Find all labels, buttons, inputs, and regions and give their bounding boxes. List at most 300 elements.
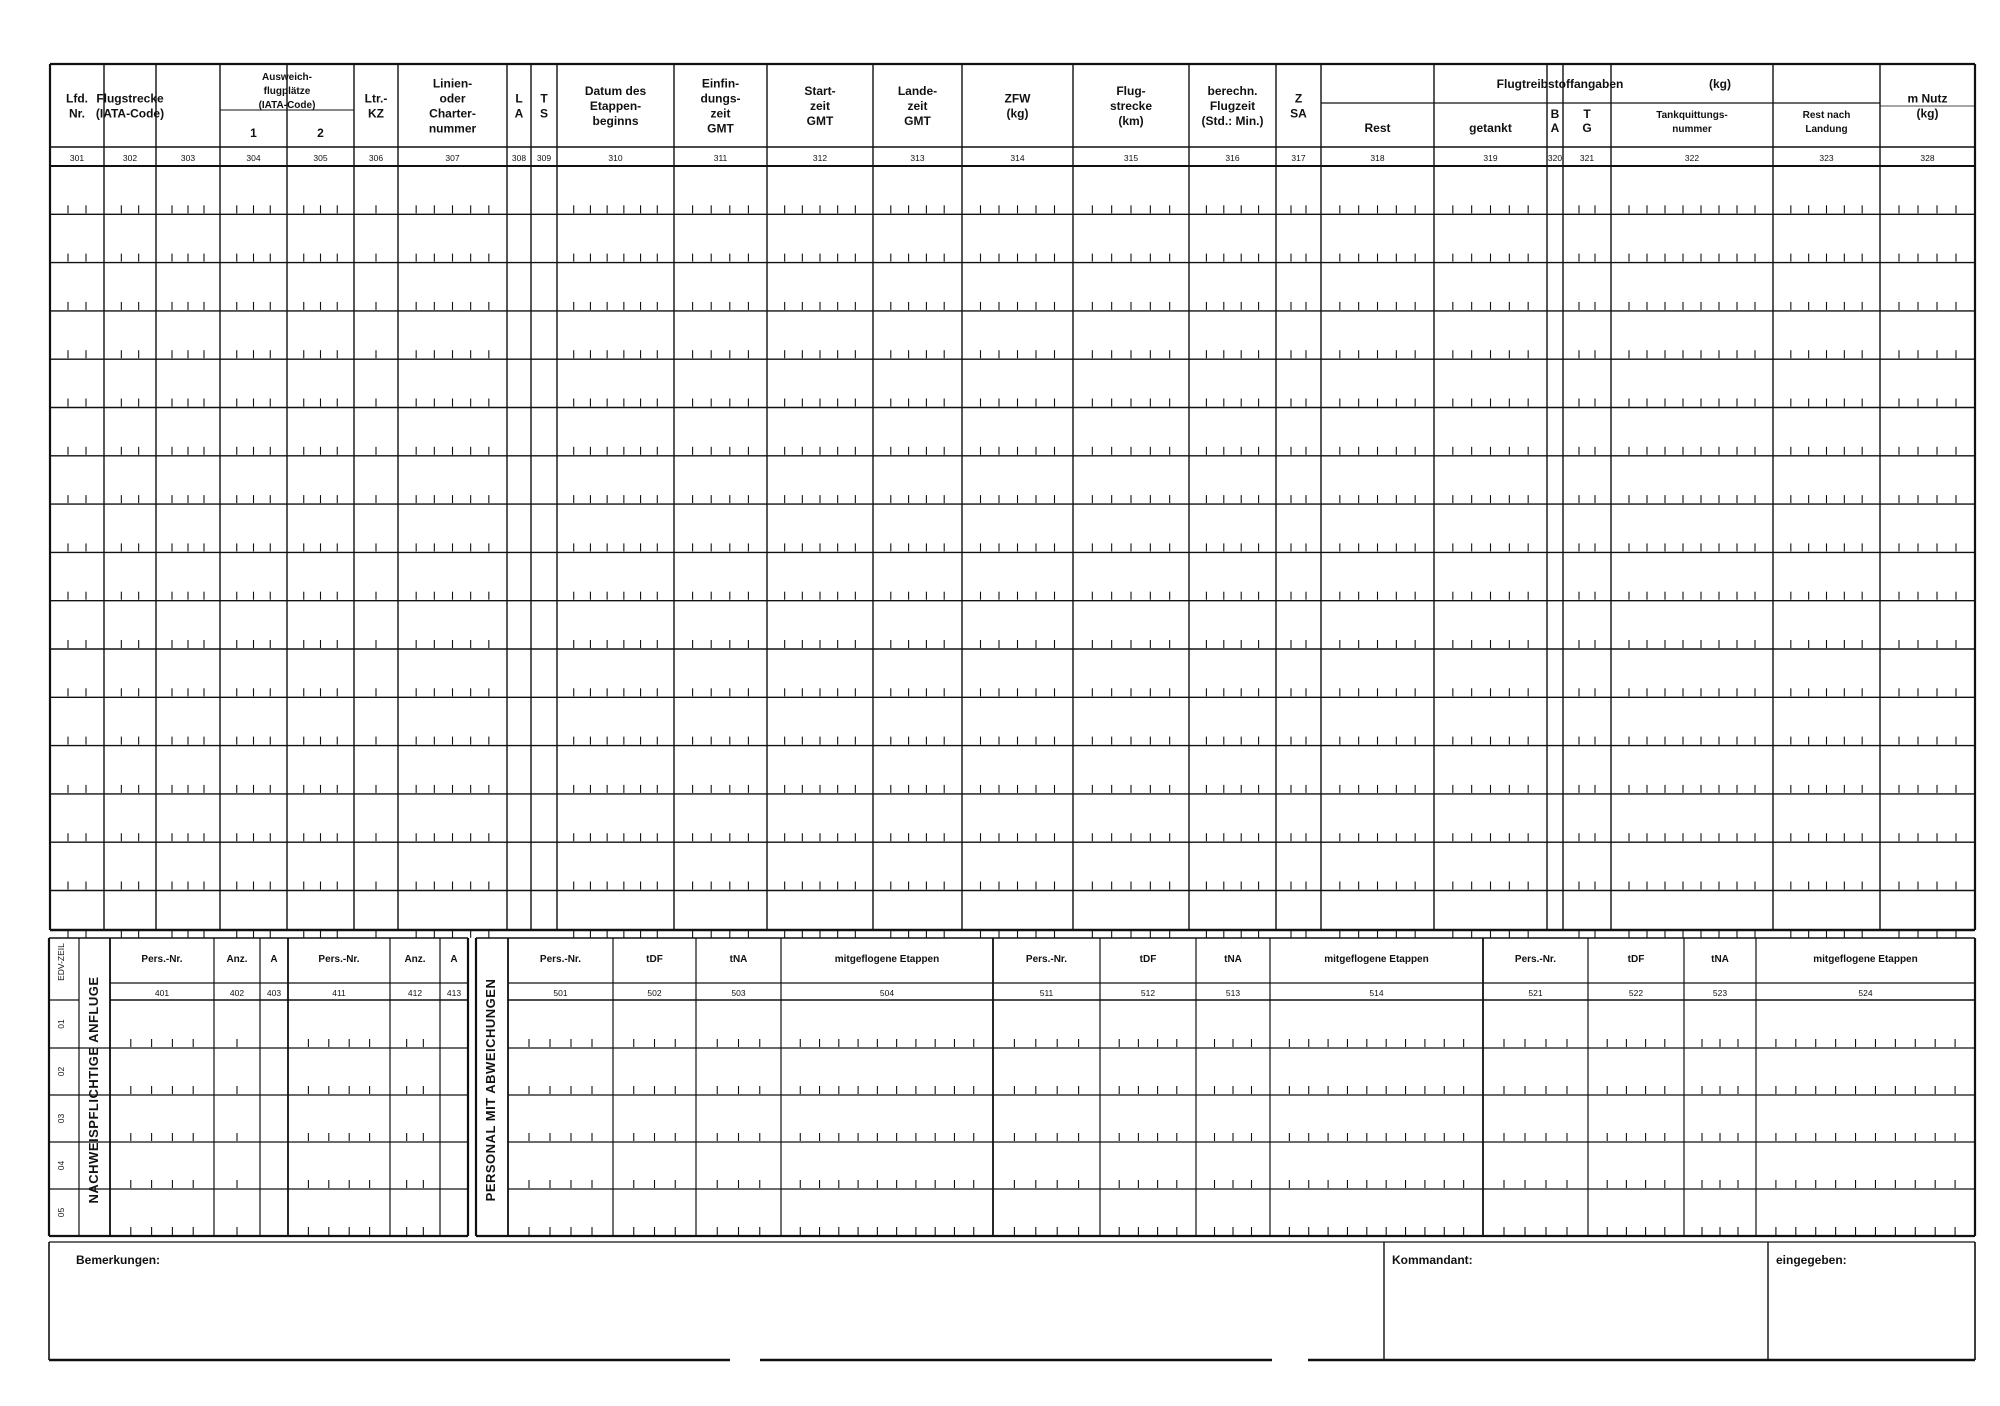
lower-right-data-cell[interactable] — [782, 1096, 992, 1141]
upper-data-cell[interactable] — [1774, 747, 1879, 793]
upper-data-cell[interactable] — [399, 843, 506, 889]
upper-data-cell[interactable] — [1564, 747, 1610, 793]
lower-right-data-cell[interactable] — [782, 1190, 992, 1235]
upper-data-cell[interactable] — [51, 167, 103, 213]
upper-data-cell[interactable] — [963, 795, 1072, 841]
upper-data-cell[interactable] — [105, 747, 155, 793]
upper-data-cell[interactable] — [508, 602, 530, 648]
upper-data-cell[interactable] — [1612, 843, 1772, 889]
upper-data-cell[interactable] — [1322, 360, 1433, 406]
upper-data-cell[interactable] — [1774, 602, 1879, 648]
upper-data-cell[interactable] — [675, 409, 766, 455]
lower-right-data-cell[interactable] — [697, 1190, 780, 1235]
upper-data-cell[interactable] — [874, 409, 961, 455]
lower-left-data-cell[interactable] — [261, 1190, 287, 1235]
upper-data-cell[interactable] — [221, 409, 286, 455]
upper-data-cell[interactable] — [675, 312, 766, 358]
upper-data-cell[interactable] — [1277, 892, 1320, 938]
lower-right-data-cell[interactable] — [1271, 1143, 1482, 1188]
upper-data-cell[interactable] — [874, 892, 961, 938]
upper-data-cell[interactable] — [1074, 553, 1188, 599]
upper-data-cell[interactable] — [508, 553, 530, 599]
upper-data-cell[interactable] — [508, 457, 530, 503]
upper-data-cell[interactable] — [399, 167, 506, 213]
upper-data-cell[interactable] — [1277, 215, 1320, 261]
upper-data-cell[interactable] — [1881, 457, 1974, 503]
lower-left-data-cell[interactable] — [289, 1049, 389, 1094]
upper-data-cell[interactable] — [1322, 602, 1433, 648]
upper-data-cell[interactable] — [963, 747, 1072, 793]
upper-data-cell[interactable] — [532, 167, 556, 213]
upper-data-cell[interactable] — [874, 602, 961, 648]
lower-left-data-cell[interactable] — [215, 1001, 259, 1047]
upper-data-cell[interactable] — [1548, 264, 1562, 310]
upper-data-cell[interactable] — [508, 892, 530, 938]
lower-right-data-cell[interactable] — [1685, 1190, 1755, 1235]
upper-data-cell[interactable] — [1548, 457, 1562, 503]
upper-data-cell[interactable] — [1548, 553, 1562, 599]
upper-data-cell[interactable] — [399, 747, 506, 793]
lower-right-data-cell[interactable] — [782, 1001, 992, 1047]
upper-data-cell[interactable] — [1190, 505, 1275, 551]
upper-data-cell[interactable] — [157, 843, 219, 889]
upper-data-cell[interactable] — [1564, 264, 1610, 310]
upper-data-cell[interactable] — [1564, 843, 1610, 889]
lower-left-data-cell[interactable] — [111, 1096, 213, 1141]
upper-data-cell[interactable] — [874, 167, 961, 213]
upper-data-cell[interactable] — [288, 698, 353, 744]
upper-data-cell[interactable] — [288, 312, 353, 358]
lower-left-data-cell[interactable] — [289, 1190, 389, 1235]
upper-data-cell[interactable] — [768, 553, 872, 599]
upper-data-cell[interactable] — [157, 698, 219, 744]
upper-data-cell[interactable] — [1564, 409, 1610, 455]
upper-data-cell[interactable] — [532, 215, 556, 261]
lower-right-data-cell[interactable] — [1271, 1096, 1482, 1141]
upper-data-cell[interactable] — [1435, 312, 1546, 358]
upper-data-cell[interactable] — [963, 167, 1072, 213]
upper-data-cell[interactable] — [1548, 843, 1562, 889]
lower-right-data-cell[interactable] — [1484, 1096, 1587, 1141]
lower-left-data-cell[interactable] — [391, 1143, 439, 1188]
upper-data-cell[interactable] — [288, 505, 353, 551]
lower-right-data-cell[interactable] — [1685, 1096, 1755, 1141]
upper-data-cell[interactable] — [963, 360, 1072, 406]
upper-data-cell[interactable] — [1612, 312, 1772, 358]
upper-data-cell[interactable] — [1612, 360, 1772, 406]
lower-left-data-cell[interactable] — [215, 1190, 259, 1235]
upper-data-cell[interactable] — [874, 360, 961, 406]
upper-data-cell[interactable] — [1435, 360, 1546, 406]
upper-data-cell[interactable] — [508, 312, 530, 358]
lower-right-data-cell[interactable] — [614, 1190, 695, 1235]
lower-left-data-cell[interactable] — [391, 1190, 439, 1235]
lower-right-data-cell[interactable] — [1197, 1096, 1269, 1141]
upper-data-cell[interactable] — [1548, 747, 1562, 793]
upper-data-cell[interactable] — [1881, 167, 1974, 213]
upper-data-cell[interactable] — [1548, 505, 1562, 551]
upper-data-cell[interactable] — [1774, 650, 1879, 696]
upper-data-cell[interactable] — [532, 843, 556, 889]
upper-data-cell[interactable] — [768, 505, 872, 551]
upper-data-cell[interactable] — [1548, 312, 1562, 358]
upper-data-cell[interactable] — [105, 360, 155, 406]
lower-left-data-cell[interactable] — [289, 1001, 389, 1047]
upper-data-cell[interactable] — [768, 892, 872, 938]
upper-data-cell[interactable] — [963, 892, 1072, 938]
upper-data-cell[interactable] — [355, 457, 397, 503]
lower-left-data-cell[interactable] — [261, 1001, 287, 1047]
upper-data-cell[interactable] — [1612, 650, 1772, 696]
upper-data-cell[interactable] — [1277, 457, 1320, 503]
upper-data-cell[interactable] — [399, 553, 506, 599]
upper-data-cell[interactable] — [768, 167, 872, 213]
upper-data-cell[interactable] — [508, 167, 530, 213]
upper-data-cell[interactable] — [105, 602, 155, 648]
upper-data-cell[interactable] — [1774, 215, 1879, 261]
upper-data-cell[interactable] — [1074, 312, 1188, 358]
upper-data-cell[interactable] — [675, 360, 766, 406]
upper-data-cell[interactable] — [288, 843, 353, 889]
upper-data-cell[interactable] — [1881, 409, 1974, 455]
upper-data-cell[interactable] — [532, 264, 556, 310]
lower-left-data-cell[interactable] — [441, 1001, 467, 1047]
upper-data-cell[interactable] — [1564, 215, 1610, 261]
upper-data-cell[interactable] — [508, 747, 530, 793]
upper-data-cell[interactable] — [1612, 747, 1772, 793]
upper-data-cell[interactable] — [1881, 892, 1974, 938]
upper-data-cell[interactable] — [105, 505, 155, 551]
upper-data-cell[interactable] — [768, 457, 872, 503]
lower-right-data-cell[interactable] — [509, 1190, 612, 1235]
upper-data-cell[interactable] — [105, 892, 155, 938]
lower-left-data-cell[interactable] — [289, 1096, 389, 1141]
lower-right-data-cell[interactable] — [994, 1143, 1099, 1188]
upper-data-cell[interactable] — [1074, 215, 1188, 261]
lower-right-data-cell[interactable] — [1197, 1049, 1269, 1094]
lower-right-data-cell[interactable] — [1101, 1001, 1195, 1047]
upper-data-cell[interactable] — [874, 843, 961, 889]
upper-data-cell[interactable] — [768, 650, 872, 696]
lower-right-data-cell[interactable] — [697, 1001, 780, 1047]
lower-left-data-cell[interactable] — [391, 1001, 439, 1047]
upper-data-cell[interactable] — [105, 553, 155, 599]
upper-data-cell[interactable] — [1190, 215, 1275, 261]
upper-data-cell[interactable] — [532, 409, 556, 455]
upper-data-cell[interactable] — [1612, 167, 1772, 213]
upper-data-cell[interactable] — [1277, 553, 1320, 599]
upper-data-cell[interactable] — [874, 795, 961, 841]
upper-data-cell[interactable] — [1612, 409, 1772, 455]
upper-data-cell[interactable] — [1564, 795, 1610, 841]
upper-data-cell[interactable] — [1322, 698, 1433, 744]
lower-right-data-cell[interactable] — [697, 1096, 780, 1141]
upper-data-cell[interactable] — [963, 264, 1072, 310]
upper-data-cell[interactable] — [51, 892, 103, 938]
upper-data-cell[interactable] — [1774, 167, 1879, 213]
remarks-field[interactable] — [52, 1270, 1382, 1358]
lower-right-data-cell[interactable] — [1101, 1049, 1195, 1094]
upper-data-cell[interactable] — [355, 602, 397, 648]
upper-data-cell[interactable] — [1435, 457, 1546, 503]
upper-data-cell[interactable] — [288, 553, 353, 599]
lower-right-data-cell[interactable] — [1101, 1143, 1195, 1188]
upper-data-cell[interactable] — [1564, 505, 1610, 551]
upper-data-cell[interactable] — [1612, 698, 1772, 744]
lower-right-data-cell[interactable] — [1197, 1190, 1269, 1235]
lower-right-data-cell[interactable] — [1589, 1096, 1683, 1141]
lower-right-data-cell[interactable] — [509, 1096, 612, 1141]
upper-data-cell[interactable] — [399, 264, 506, 310]
upper-data-cell[interactable] — [157, 215, 219, 261]
upper-data-cell[interactable] — [1435, 553, 1546, 599]
upper-data-cell[interactable] — [288, 650, 353, 696]
upper-data-cell[interactable] — [1435, 602, 1546, 648]
upper-data-cell[interactable] — [355, 795, 397, 841]
upper-data-cell[interactable] — [558, 167, 673, 213]
lower-right-data-cell[interactable] — [1484, 1190, 1587, 1235]
lower-right-data-cell[interactable] — [1589, 1190, 1683, 1235]
upper-data-cell[interactable] — [399, 312, 506, 358]
upper-data-cell[interactable] — [558, 843, 673, 889]
upper-data-cell[interactable] — [1774, 553, 1879, 599]
upper-data-cell[interactable] — [768, 747, 872, 793]
upper-data-cell[interactable] — [288, 167, 353, 213]
lower-right-data-cell[interactable] — [994, 1049, 1099, 1094]
lower-left-data-cell[interactable] — [215, 1096, 259, 1141]
upper-data-cell[interactable] — [1774, 843, 1879, 889]
lower-right-data-cell[interactable] — [1271, 1001, 1482, 1047]
upper-data-cell[interactable] — [355, 747, 397, 793]
upper-data-cell[interactable] — [1074, 505, 1188, 551]
lower-right-data-cell[interactable] — [1685, 1143, 1755, 1188]
upper-data-cell[interactable] — [675, 602, 766, 648]
upper-data-cell[interactable] — [221, 505, 286, 551]
lower-right-data-cell[interactable] — [509, 1143, 612, 1188]
upper-data-cell[interactable] — [1190, 747, 1275, 793]
upper-data-cell[interactable] — [1881, 698, 1974, 744]
upper-data-cell[interactable] — [768, 409, 872, 455]
upper-data-cell[interactable] — [105, 795, 155, 841]
upper-data-cell[interactable] — [532, 312, 556, 358]
upper-data-cell[interactable] — [1277, 698, 1320, 744]
upper-data-cell[interactable] — [1190, 602, 1275, 648]
upper-data-cell[interactable] — [1322, 264, 1433, 310]
upper-data-cell[interactable] — [1774, 505, 1879, 551]
upper-data-cell[interactable] — [51, 360, 103, 406]
upper-data-cell[interactable] — [1435, 264, 1546, 310]
upper-data-cell[interactable] — [399, 795, 506, 841]
upper-data-cell[interactable] — [1322, 795, 1433, 841]
upper-data-cell[interactable] — [1564, 650, 1610, 696]
upper-data-cell[interactable] — [1074, 650, 1188, 696]
upper-data-cell[interactable] — [1277, 167, 1320, 213]
upper-data-cell[interactable] — [399, 505, 506, 551]
upper-data-cell[interactable] — [1277, 747, 1320, 793]
upper-data-cell[interactable] — [532, 795, 556, 841]
upper-data-cell[interactable] — [532, 650, 556, 696]
upper-data-cell[interactable] — [874, 747, 961, 793]
lower-right-data-cell[interactable] — [1197, 1143, 1269, 1188]
lower-left-data-cell[interactable] — [111, 1143, 213, 1188]
upper-data-cell[interactable] — [1190, 843, 1275, 889]
upper-data-cell[interactable] — [355, 409, 397, 455]
lower-right-data-cell[interactable] — [1685, 1001, 1755, 1047]
lower-left-data-cell[interactable] — [289, 1143, 389, 1188]
upper-data-cell[interactable] — [874, 457, 961, 503]
lower-left-data-cell[interactable] — [441, 1049, 467, 1094]
upper-data-cell[interactable] — [963, 457, 1072, 503]
upper-data-cell[interactable] — [105, 698, 155, 744]
upper-data-cell[interactable] — [288, 360, 353, 406]
lower-right-data-cell[interactable] — [509, 1049, 612, 1094]
upper-data-cell[interactable] — [1564, 167, 1610, 213]
upper-data-cell[interactable] — [532, 698, 556, 744]
lower-right-data-cell[interactable] — [1101, 1190, 1195, 1235]
upper-data-cell[interactable] — [675, 215, 766, 261]
upper-data-cell[interactable] — [1881, 843, 1974, 889]
upper-data-cell[interactable] — [221, 747, 286, 793]
upper-data-cell[interactable] — [532, 892, 556, 938]
upper-data-cell[interactable] — [768, 312, 872, 358]
upper-data-cell[interactable] — [874, 215, 961, 261]
upper-data-cell[interactable] — [51, 312, 103, 358]
upper-data-cell[interactable] — [874, 553, 961, 599]
lower-right-data-cell[interactable] — [697, 1049, 780, 1094]
upper-data-cell[interactable] — [221, 892, 286, 938]
upper-data-cell[interactable] — [1564, 892, 1610, 938]
lower-left-data-cell[interactable] — [111, 1001, 213, 1047]
upper-data-cell[interactable] — [1435, 167, 1546, 213]
upper-data-cell[interactable] — [221, 553, 286, 599]
upper-data-cell[interactable] — [1190, 409, 1275, 455]
entered-field[interactable] — [1771, 1270, 1973, 1358]
upper-data-cell[interactable] — [1277, 650, 1320, 696]
upper-data-cell[interactable] — [221, 602, 286, 648]
upper-data-cell[interactable] — [1190, 795, 1275, 841]
upper-data-cell[interactable] — [399, 892, 506, 938]
upper-data-cell[interactable] — [157, 602, 219, 648]
upper-data-cell[interactable] — [1564, 360, 1610, 406]
upper-data-cell[interactable] — [288, 409, 353, 455]
upper-data-cell[interactable] — [51, 698, 103, 744]
upper-data-cell[interactable] — [288, 264, 353, 310]
upper-data-cell[interactable] — [1881, 215, 1974, 261]
upper-data-cell[interactable] — [1190, 892, 1275, 938]
upper-data-cell[interactable] — [675, 843, 766, 889]
lower-right-data-cell[interactable] — [1484, 1143, 1587, 1188]
upper-data-cell[interactable] — [51, 650, 103, 696]
upper-data-cell[interactable] — [1612, 602, 1772, 648]
upper-data-cell[interactable] — [399, 360, 506, 406]
lower-left-data-cell[interactable] — [441, 1190, 467, 1235]
upper-data-cell[interactable] — [675, 892, 766, 938]
lower-left-data-cell[interactable] — [391, 1096, 439, 1141]
lower-right-data-cell[interactable] — [1484, 1001, 1587, 1047]
lower-right-data-cell[interactable] — [1271, 1049, 1482, 1094]
upper-data-cell[interactable] — [1564, 698, 1610, 744]
upper-data-cell[interactable] — [51, 553, 103, 599]
upper-data-cell[interactable] — [558, 650, 673, 696]
upper-data-cell[interactable] — [1612, 457, 1772, 503]
upper-data-cell[interactable] — [768, 215, 872, 261]
upper-data-cell[interactable] — [963, 505, 1072, 551]
upper-data-cell[interactable] — [105, 215, 155, 261]
upper-data-cell[interactable] — [1774, 264, 1879, 310]
upper-data-cell[interactable] — [675, 698, 766, 744]
upper-data-cell[interactable] — [51, 505, 103, 551]
upper-data-cell[interactable] — [1564, 602, 1610, 648]
upper-data-cell[interactable] — [221, 360, 286, 406]
upper-data-cell[interactable] — [288, 602, 353, 648]
upper-data-cell[interactable] — [1277, 505, 1320, 551]
lower-right-data-cell[interactable] — [1685, 1049, 1755, 1094]
upper-data-cell[interactable] — [221, 167, 286, 213]
upper-data-cell[interactable] — [1881, 795, 1974, 841]
upper-data-cell[interactable] — [51, 747, 103, 793]
upper-data-cell[interactable] — [1881, 553, 1974, 599]
upper-data-cell[interactable] — [1774, 698, 1879, 744]
upper-data-cell[interactable] — [558, 553, 673, 599]
upper-data-cell[interactable] — [355, 698, 397, 744]
upper-data-cell[interactable] — [1322, 505, 1433, 551]
lower-right-data-cell[interactable] — [994, 1001, 1099, 1047]
upper-data-cell[interactable] — [508, 795, 530, 841]
lower-left-data-cell[interactable] — [391, 1049, 439, 1094]
lower-right-data-cell[interactable] — [1101, 1096, 1195, 1141]
upper-data-cell[interactable] — [1074, 264, 1188, 310]
lower-right-data-cell[interactable] — [614, 1096, 695, 1141]
upper-data-cell[interactable] — [508, 650, 530, 696]
upper-data-cell[interactable] — [1322, 892, 1433, 938]
upper-data-cell[interactable] — [221, 312, 286, 358]
lower-left-data-cell[interactable] — [111, 1190, 213, 1235]
upper-data-cell[interactable] — [1190, 457, 1275, 503]
upper-data-cell[interactable] — [355, 215, 397, 261]
upper-data-cell[interactable] — [1322, 167, 1433, 213]
upper-data-cell[interactable] — [1435, 892, 1546, 938]
upper-data-cell[interactable] — [558, 360, 673, 406]
upper-data-cell[interactable] — [1190, 312, 1275, 358]
upper-data-cell[interactable] — [51, 602, 103, 648]
upper-data-cell[interactable] — [1190, 167, 1275, 213]
upper-data-cell[interactable] — [355, 312, 397, 358]
upper-data-cell[interactable] — [1881, 264, 1974, 310]
upper-data-cell[interactable] — [1548, 892, 1562, 938]
upper-data-cell[interactable] — [558, 215, 673, 261]
upper-data-cell[interactable] — [1548, 698, 1562, 744]
lower-right-data-cell[interactable] — [697, 1143, 780, 1188]
lower-left-data-cell[interactable] — [261, 1049, 287, 1094]
lower-right-data-cell[interactable] — [1757, 1001, 1974, 1047]
upper-data-cell[interactable] — [288, 892, 353, 938]
lower-right-data-cell[interactable] — [1589, 1143, 1683, 1188]
upper-data-cell[interactable] — [1564, 312, 1610, 358]
upper-data-cell[interactable] — [157, 795, 219, 841]
upper-data-cell[interactable] — [963, 553, 1072, 599]
upper-data-cell[interactable] — [558, 457, 673, 503]
upper-data-cell[interactable] — [1881, 747, 1974, 793]
upper-data-cell[interactable] — [157, 167, 219, 213]
upper-data-cell[interactable] — [532, 747, 556, 793]
lower-left-data-cell[interactable] — [215, 1143, 259, 1188]
upper-data-cell[interactable] — [1277, 843, 1320, 889]
upper-data-cell[interactable] — [675, 457, 766, 503]
lower-right-data-cell[interactable] — [1757, 1096, 1974, 1141]
upper-data-cell[interactable] — [558, 312, 673, 358]
upper-data-cell[interactable] — [1190, 264, 1275, 310]
upper-data-cell[interactable] — [768, 360, 872, 406]
